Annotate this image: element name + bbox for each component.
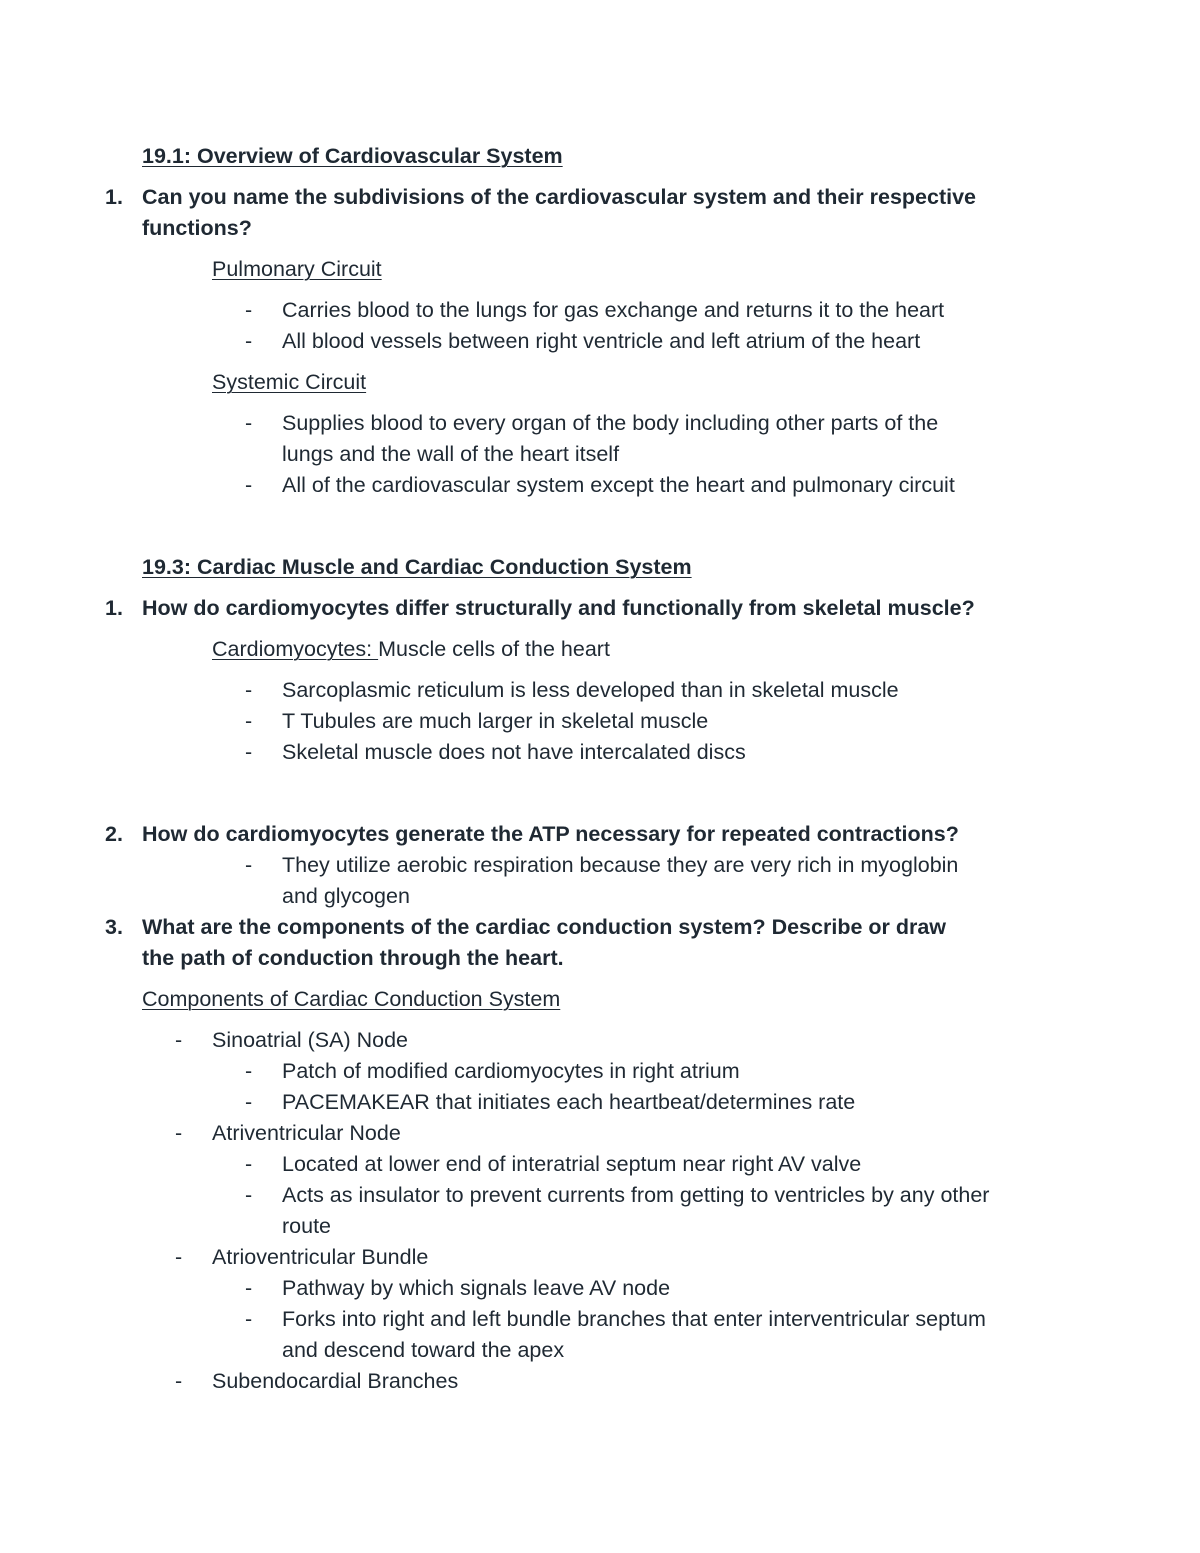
question-text: Can you name the subdivisions of the cardiovascular system and their respective <box>142 185 976 209</box>
bullet-dash: - <box>175 1121 183 1145</box>
definition-line <box>212 635 610 663</box>
bullet-text: Located at lower end of interatrial septum near right AV valve <box>282 1152 862 1176</box>
question-text: functions? <box>142 216 252 240</box>
bullet-dash: - <box>245 1059 253 1083</box>
section-heading-19-3: 19.3: Cardiac Muscle and Cardiac Conduction System <box>142 555 692 579</box>
bullet-text: route <box>282 1214 332 1238</box>
definition-term: Cardiomyocytes: <box>212 637 379 661</box>
question-number: 3. <box>105 915 123 939</box>
bullet-dash: - <box>245 853 253 877</box>
bullet-dash: - <box>245 1307 253 1331</box>
section-heading-19-1: 19.1: Overview of Cardiovascular System <box>142 144 563 168</box>
bullet-dash: - <box>245 411 253 435</box>
bullet-dash: - <box>175 1369 183 1393</box>
question-number: 1. <box>105 596 123 620</box>
bullet-dash: - <box>175 1245 183 1269</box>
bullet-text: and glycogen <box>282 884 410 908</box>
bullet-text: Pathway by which signals leave AV node <box>282 1276 671 1300</box>
question-number: 2. <box>105 822 123 846</box>
bullet-text: Sarcoplasmic reticulum is less developed than in skeletal muscle <box>282 678 899 702</box>
bullet-text: Supplies blood to every organ of the body including other parts of the <box>282 411 939 435</box>
question-text: the path of conduction through the heart. <box>142 946 564 970</box>
list-item-av-bundle: Atrioventricular Bundle <box>212 1245 429 1269</box>
bullet-dash: - <box>245 1090 253 1114</box>
bullet-dash: - <box>245 678 253 702</box>
bullet-dash: - <box>175 1028 183 1052</box>
bullet-dash: - <box>245 740 253 764</box>
bullet-text: T Tubules are much larger in skeletal muscle <box>282 709 709 733</box>
subheading-pulmonary-circuit: Pulmonary Circuit <box>212 257 382 281</box>
bullet-text: They utilize aerobic respiration because they are very rich in myoglobin <box>282 853 959 877</box>
bullet-dash: - <box>245 329 253 353</box>
list-item-av-node: Atriventricular Node <box>212 1121 401 1145</box>
question-text: What are the components of the cardiac conduction system? Describe or draw <box>142 915 947 939</box>
bullet-dash: - <box>245 298 253 322</box>
bullet-text: Forks into right and left bundle branches that enter interventricular septum <box>282 1307 986 1331</box>
bullet-text: Acts as insulator to prevent currents from getting to ventricles by any other <box>282 1183 990 1207</box>
list-item-subendocardial: Subendocardial Branches <box>212 1369 459 1393</box>
bullet-dash: - <box>245 1276 253 1300</box>
subheading-components: Components of Cardiac Conduction System <box>142 987 561 1011</box>
list-item-sa-node: Sinoatrial (SA) Node <box>212 1028 408 1052</box>
definition-text: Muscle cells of the heart <box>378 637 610 661</box>
bullet-dash: - <box>245 709 253 733</box>
bullet-dash: - <box>245 473 253 497</box>
bullet-text: Carries blood to the lungs for gas exchange and returns it to the heart <box>282 298 945 322</box>
bullet-dash: - <box>245 1183 253 1207</box>
bullet-text: Skeletal muscle does not have intercalated discs <box>282 740 746 764</box>
subheading-systemic-circuit: Systemic Circuit <box>212 370 367 394</box>
bullet-text: PACEMAKEAR that initiates each heartbeat/determines rate <box>282 1090 856 1114</box>
question-text: How do cardiomyocytes differ structurally and functionally from skeletal muscle? <box>142 596 975 620</box>
bullet-text: lungs and the wall of the heart itself <box>282 442 620 466</box>
bullet-text: All of the cardiovascular system except the heart and pulmonary circuit <box>282 473 955 497</box>
question-text: How do cardiomyocytes generate the ATP necessary for repeated contractions? <box>142 822 959 846</box>
bullet-text: All blood vessels between right ventricle and left atrium of the heart <box>282 329 921 353</box>
bullet-text: and descend toward the apex <box>282 1338 565 1362</box>
question-number: 1. <box>105 185 123 209</box>
bullet-dash: - <box>245 1152 253 1176</box>
bullet-text: Patch of modified cardiomyocytes in right atrium <box>282 1059 740 1083</box>
